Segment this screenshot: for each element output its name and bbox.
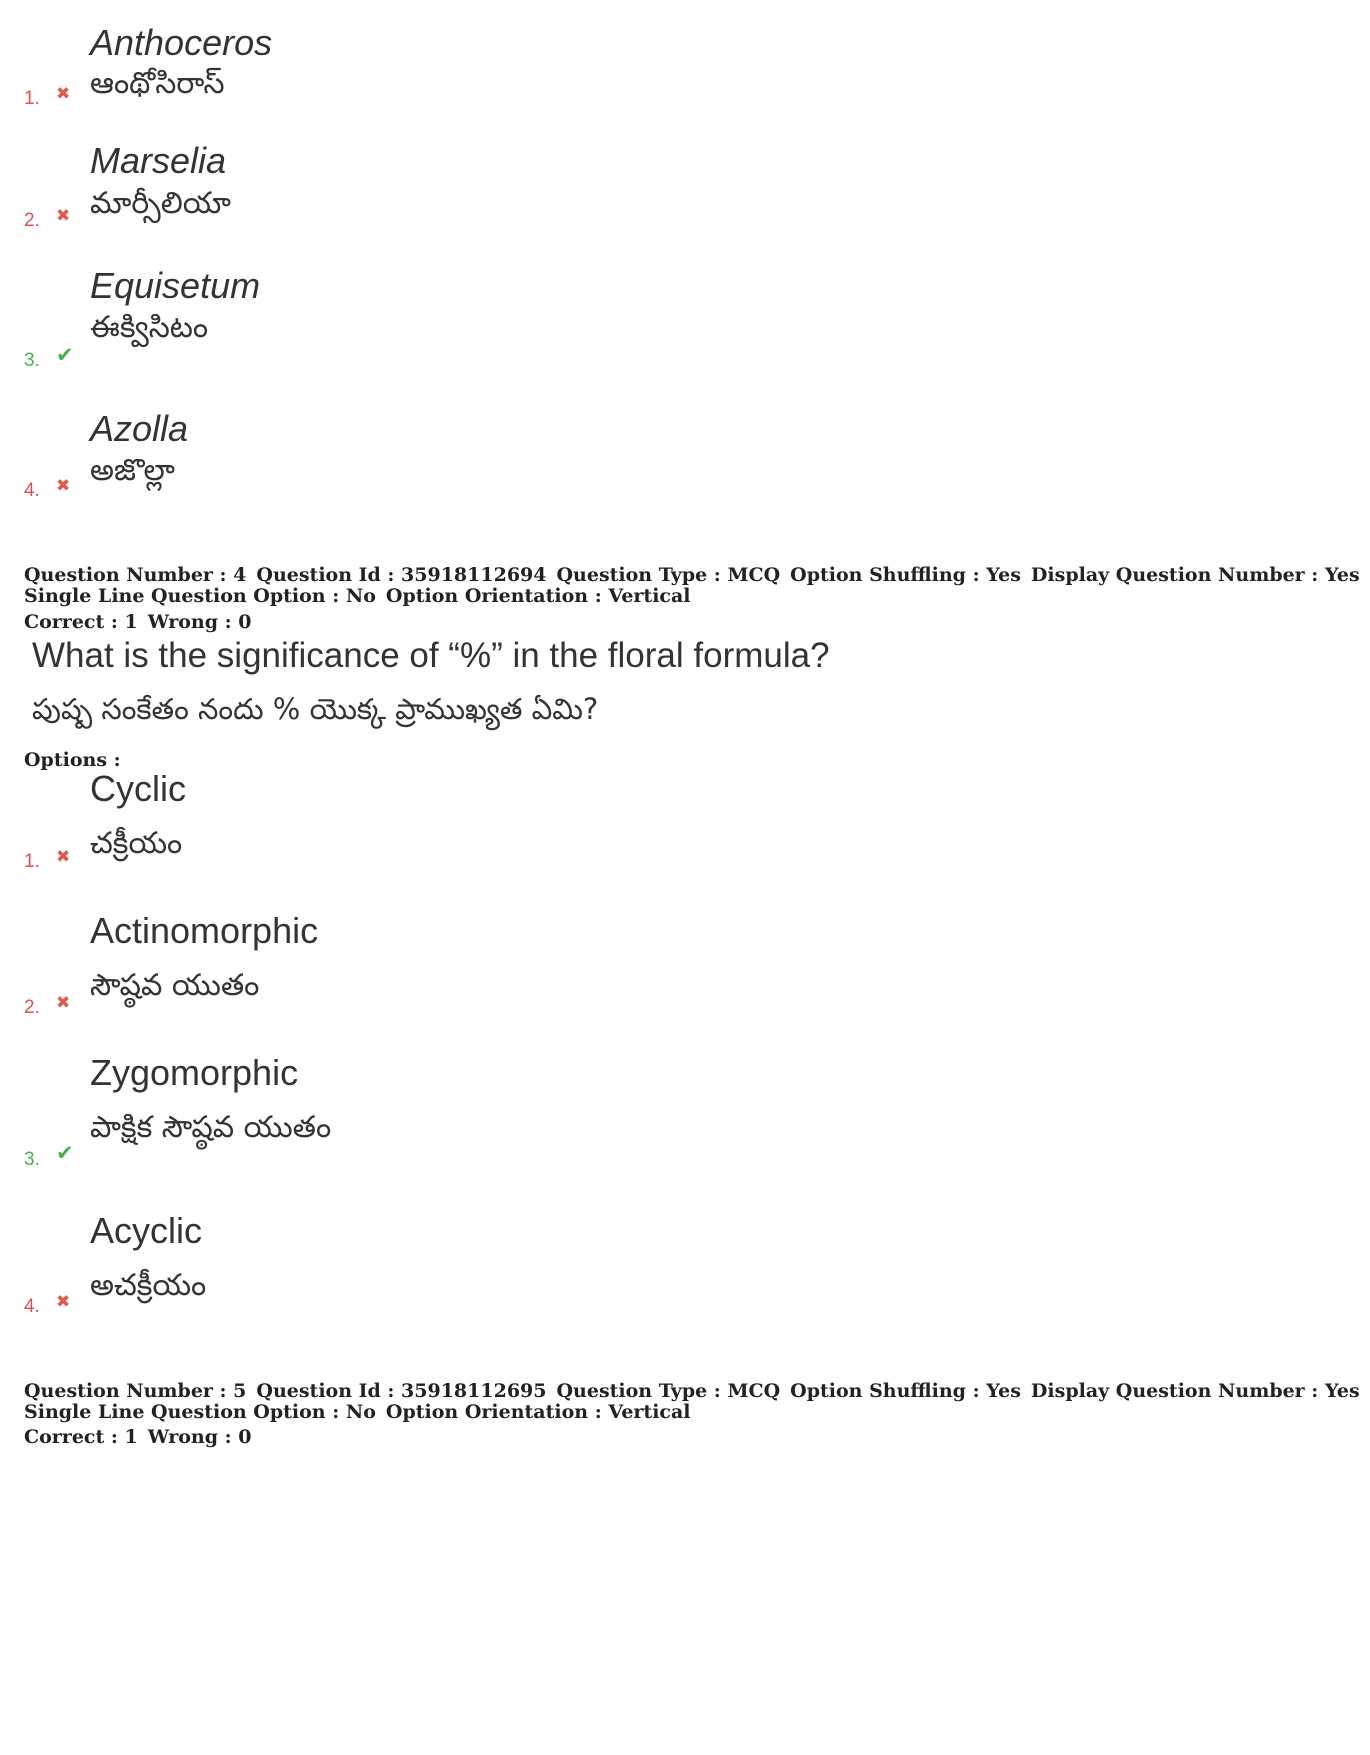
option-number: 2. — [24, 210, 40, 231]
option-telugu: మార్సీలియా — [90, 186, 231, 221]
option-telugu: ఈక్విసిటం — [90, 310, 209, 345]
option-english: Acyclic — [90, 1210, 203, 1251]
cross-mark-icon: ✖ — [56, 206, 71, 226]
option-number: 4. — [24, 1296, 40, 1317]
option-number: 1. — [24, 851, 40, 872]
question-4-text-telugu: పుష్ప సంకేతం నందు % యొక్క ప్రాముఖ్యత ఏమి? — [32, 692, 599, 726]
option-number: 1. — [24, 88, 40, 109]
option-english: Cyclic — [90, 768, 186, 809]
option-telugu: చక్రీయం — [90, 826, 183, 861]
option-english: Actinomorphic — [90, 910, 319, 951]
cross-mark-icon: ✖ — [56, 84, 71, 104]
question-5-meta-line-1: Question Number : 5 Question Id : 35918112695 Question Type : MCQ Option Shuffling : Yes Display Question Number : Yes — [24, 1380, 1360, 1402]
check-mark-icon: ✔ — [56, 1141, 74, 1165]
cross-mark-icon: ✖ — [56, 993, 71, 1013]
question-4-score: Correct : 1 Wrong : 0 — [24, 611, 252, 633]
option-number: 3. — [24, 350, 40, 371]
cross-mark-icon: ✖ — [56, 847, 71, 867]
cross-mark-icon: ✖ — [56, 476, 71, 496]
option-telugu: పాక్షిక సౌష్ఠవ యుతం — [90, 1110, 332, 1145]
option-english: Equisetum — [90, 265, 261, 306]
option-english: Anthoceros — [90, 22, 273, 63]
question-4-meta-line-2: Single Line Question Option : No Option Orientation : Vertical — [24, 585, 691, 607]
option-telugu: సౌష్ఠవ యుతం — [90, 968, 260, 1003]
question-4-text-english: What is the significance of “%” in the floral formula? — [32, 636, 830, 675]
option-english: Zygomorphic — [90, 1052, 299, 1093]
option-number: 4. — [24, 480, 40, 501]
check-mark-icon: ✔ — [56, 343, 74, 367]
option-english: Marselia — [90, 140, 227, 181]
question-4-meta-line-1: Question Number : 4 Question Id : 35918112694 Question Type : MCQ Option Shuffling : Yes Display Question Number : Yes — [24, 564, 1360, 586]
option-english: Azolla — [90, 408, 189, 449]
question-5-meta-line-2: Single Line Question Option : No Option Orientation : Vertical — [24, 1401, 691, 1423]
option-number: 2. — [24, 997, 40, 1018]
question-5-score: Correct : 1 Wrong : 0 — [24, 1426, 252, 1448]
cross-mark-icon: ✖ — [56, 1292, 71, 1312]
option-telugu: అచక్రీయం — [90, 1268, 207, 1303]
option-number: 3. — [24, 1149, 40, 1170]
option-telugu: అజొల్లా — [90, 453, 175, 488]
option-telugu: ఆంథోసిరాస్ — [90, 66, 225, 101]
options-label: Options : — [24, 749, 121, 771]
